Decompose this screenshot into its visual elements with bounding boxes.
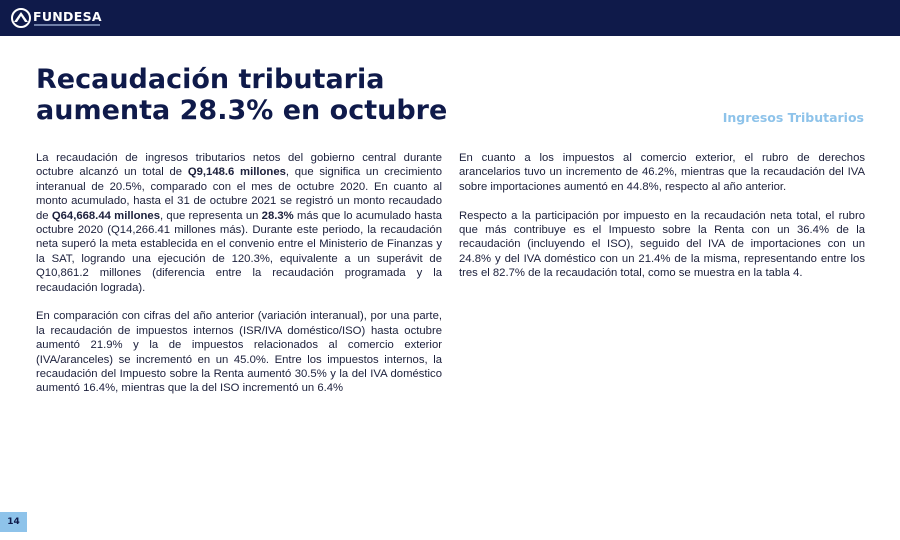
header-bar (0, 0, 900, 36)
text-run: , que significa un crecimiento interanual de 20.5%, comparado con el mes de octubre 2020. En cuanto al monto acumulado, hasta el 31 de octubre 2021 se registró un monto recaudado de (36, 166, 442, 222)
highlight-growth-rate: 28.3% (261, 209, 294, 222)
logo-tagline-mark (34, 24, 100, 26)
page-title: Recaudación tributaria aumenta 28.3% en octubre (36, 64, 448, 126)
fundesa-logo (10, 6, 102, 30)
right-paragraph-2: Respecto a la participación por impuesto en la recaudación neta total, el rubro que más contribuye es el Impuesto sobre la Renta con un 36.4% de la recaudación (incluyendo el ISO), seguido del IVA de importaciones con un 24.8% y del IVA doméstico con un 21.4% de la misma, representando entre los tres el 82.7% de la recaudación total, como se muestra en la tabla 4. (459, 209, 865, 280)
highlight-monthly-total: Q9,148.6 millones (187, 166, 286, 179)
section-label: Ingresos Tributarios (722, 110, 864, 125)
highlight-accumulated-total: Q64,668.44 millones (51, 209, 160, 222)
right-paragraph-1: En cuanto a los impuestos al comercio exterior, el rubro de derechos arancelarios tuvo un incremento de 46.2%, mientras que la recaudación del IVA sobre importaciones aumentó en 44.8%, respecto al año anterior. (459, 152, 865, 193)
right-column (459, 151, 865, 281)
text-run: La recaudación de ingresos tributarios netos del gobierno central durante octubre alcanzó un total de (36, 152, 442, 179)
page-number: 14 (0, 512, 27, 532)
left-column (36, 151, 442, 396)
text-run: , que representa un (160, 209, 262, 222)
left-paragraph-1 (36, 151, 442, 295)
text-run: más que lo acumulado hasta octubre 2020 (Q14,266.41 millones más). Durante este periodo, la recaudación neta superó la meta establecida en el convenio entre el Ministerio de Finanzas y la SAT, logrando una ejecución de 120.3%, equivalente a un superávit de Q10,861.2 millones (diferencia entre la recaudación programada y la recaudación lograda). (36, 209, 442, 294)
fundesa-logo-icon (10, 7, 32, 29)
brand-name: FUNDESA (33, 8, 102, 24)
left-paragraph-2: En comparación con cifras del año anterior (variación interanual), por una parte, la recaudación de impuestos internos (ISR/IVA doméstico/ISO) hasta octubre aumentó 21.9% y la de impuestos relacionados al comercio exterior (IVA/aranceles) se incrementó en un 45.0%. Entre los impuestos internos, la recaudación del Impuesto sobre la Renta aumentó 30.5% y la del IVA doméstico aumentó 16.4%, mientras que la del ISO incrementó un 6.4% (36, 310, 442, 395)
